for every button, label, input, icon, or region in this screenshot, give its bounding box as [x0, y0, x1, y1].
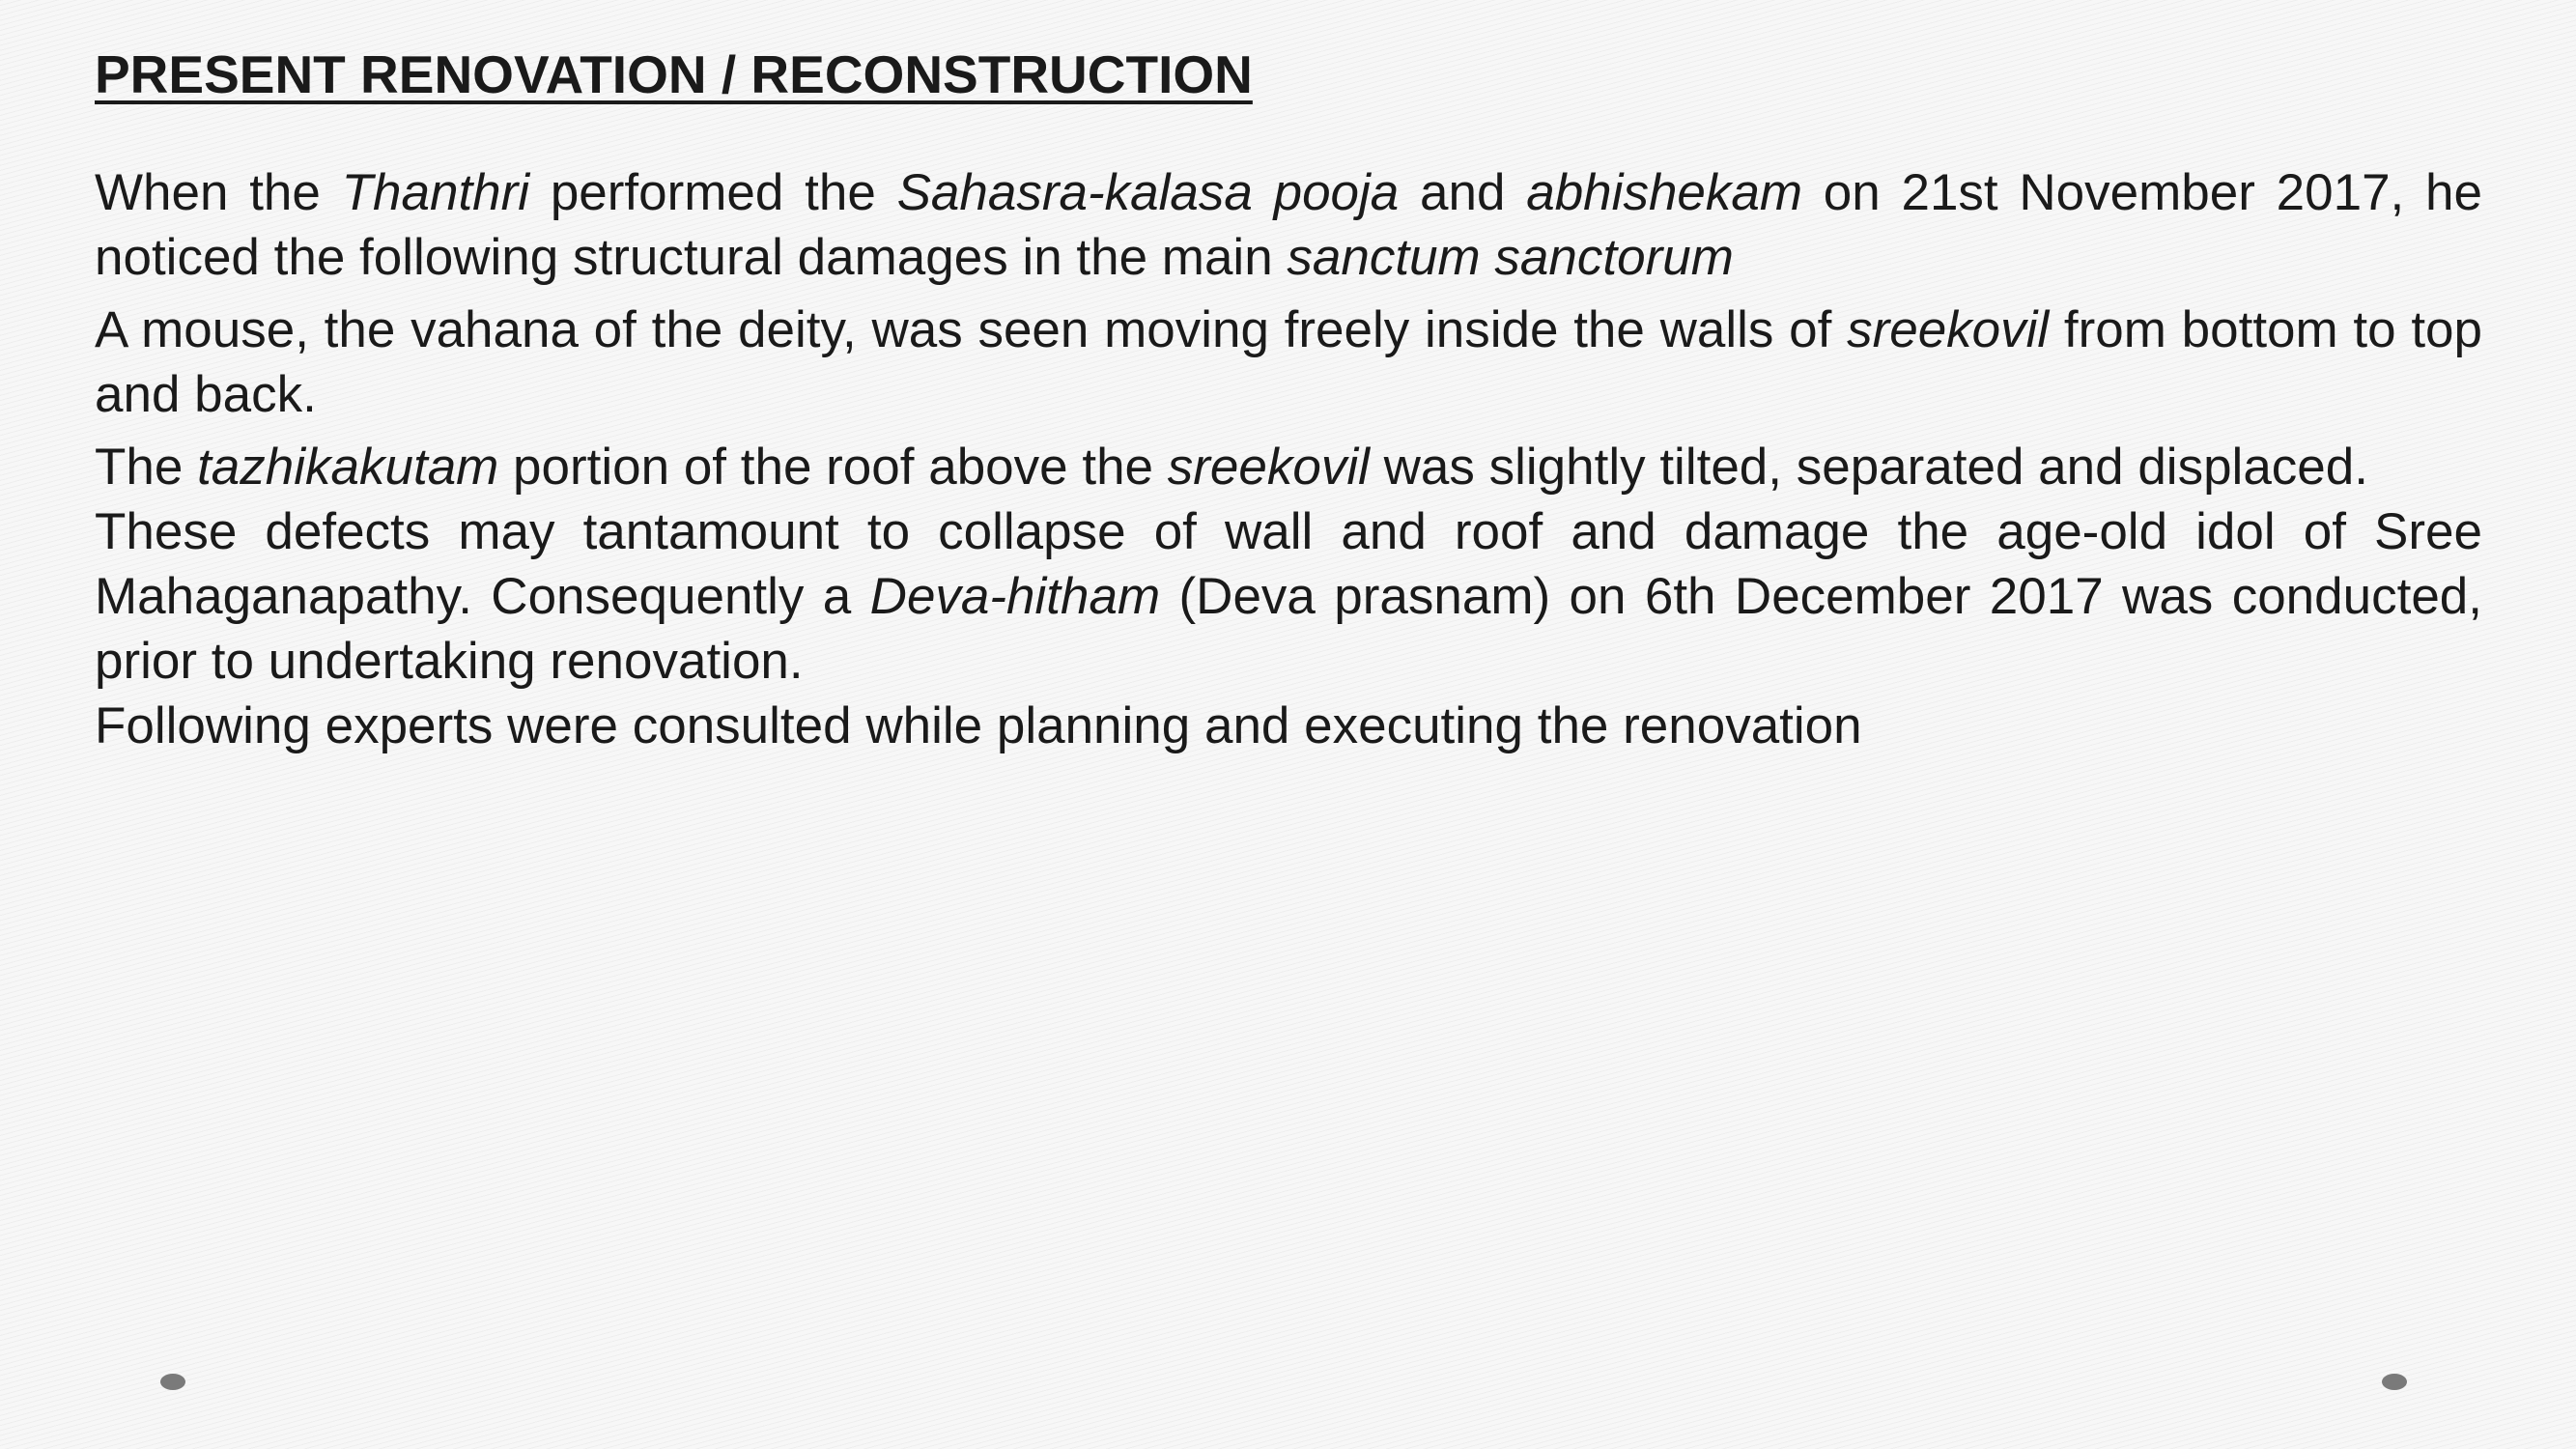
text-segment: and — [1399, 164, 1527, 221]
paragraph-experts — [95, 694, 2482, 758]
paragraph-mouse — [95, 298, 2482, 427]
text-segment: When the — [95, 164, 342, 221]
text-segment-italic: sreekovil — [1167, 439, 1370, 496]
text-segment: portion of the roof above the — [498, 439, 1168, 496]
text-segment: Following experts were consulted while planning and executing the renovation — [95, 697, 1862, 754]
text-segment-italic: tazhikakutam — [197, 439, 499, 496]
text-segment-italic: Deva-hitham — [869, 568, 1161, 625]
decorative-dot-left — [160, 1374, 185, 1390]
text-segment-italic: Sahasra-kalasa pooja — [896, 164, 1400, 221]
text-segment: (Deva prasnam) on 6th December 2017 was conducted, prior to undertaking renovation. — [95, 568, 2483, 690]
text-segment: on 21st November 2017, he noticed the following structural damages in the main — [95, 164, 2482, 286]
paragraph-defects — [95, 499, 2482, 694]
text-segment: A mouse, the vahana of the deity, was seen moving freely inside the walls of — [95, 301, 1848, 358]
slide-content — [95, 37, 2482, 758]
text-segment: from bottom to top and back. — [95, 301, 2483, 423]
text-segment-italic: Thanthri — [341, 164, 530, 221]
paragraph-inspection — [95, 160, 2482, 290]
text-segment-italic: sreekovil — [1847, 301, 2050, 358]
text-segment-italic: abhishekam — [1526, 164, 1803, 221]
slide-title: PRESENT RENOVATION / RECONSTRUCTION — [95, 44, 1253, 104]
text-segment-italic: sanctum sanctorum — [1287, 229, 1734, 286]
decorative-dot-right — [2382, 1374, 2407, 1390]
text-segment: was slightly tilted, separated and displaced. — [1369, 439, 2368, 496]
text-segment: The — [95, 439, 198, 496]
paragraph-roof — [95, 435, 2482, 499]
text-segment: performed the — [529, 164, 897, 221]
text-segment: These defects may tantamount to collapse of wall and roof and damage the age-old idol of Sree Mahaganapathy. Consequently a — [95, 503, 2482, 625]
